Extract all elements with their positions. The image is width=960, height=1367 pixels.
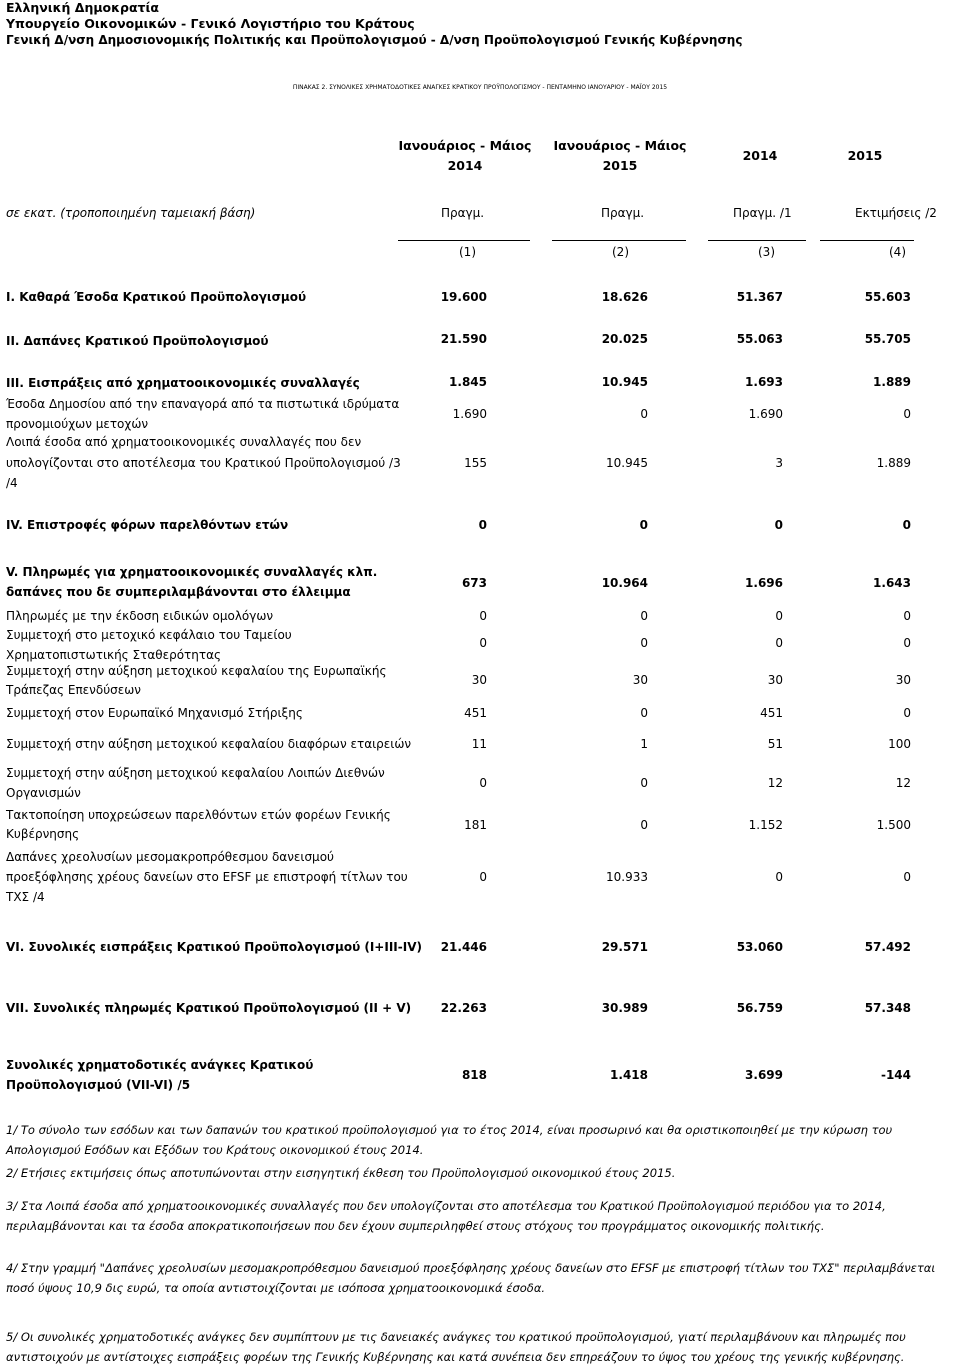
footnote: 3/ Στα Λοιπά έσοδα από χρηματοοικονομικές συναλλαγές που δεν υπολογίζονται στο αποτέλεσμα του Κρατικού Προϋπολογισμού περιόδου για το 2014, <box>6 1199 886 1213</box>
cell: 10.964 <box>601 576 648 590</box>
cell: 12 <box>895 776 911 790</box>
cell: 0 <box>774 518 783 532</box>
table-title: ΠΙΝΑΚΑΣ 2. ΣΥΝΟΛΙΚΕΣ ΧΡΗΜΑΤΟΔΟΤΙΚΕΣ ΑΝΑΓΚΕΣ ΚΡΑΤΙΚΟΥ ΠΡΟΫΠΟΛΟΓΙΣΜΟΥ - ΠΕΝΤΑΜΗΝΟ ΙΑΝΟΥΑΡΙΟΥ - ΜΑΪΟΥ 2015 <box>292 84 668 91</box>
row-label: IV. Επιστροφές φόρων παρελθόντων ετών <box>6 518 289 532</box>
cell: 818 <box>461 1068 487 1082</box>
cell: 56.759 <box>736 1001 783 1015</box>
cell: 51.367 <box>736 290 783 304</box>
row-label: Πληρωμές με την έκδοση ειδικών ομολόγων <box>6 609 274 623</box>
cell: 155 <box>464 456 487 470</box>
cell: 11 <box>471 737 487 751</box>
footnote: 5/ Οι συνολικές χρηματοδοτικές ανάγκες δεν συμπίπτουν με τις δανειακές ανάγκες του κρατικού προϋπολογισμού, γιατί περιλαμβάνουν και πληρωμές που <box>6 1330 906 1344</box>
cell: 0 <box>902 518 911 532</box>
cell: 0 <box>479 636 487 650</box>
unit-label: σε εκατ. (τροποποιημένη ταμειακή βάση) <box>6 206 256 220</box>
cell: 0 <box>640 776 648 790</box>
col3-type: Πραγμ. /1 <box>733 206 792 220</box>
cell: 10.945 <box>601 375 648 389</box>
cell: 181 <box>464 818 487 832</box>
cell: 51 <box>767 737 783 751</box>
row-label: Συμμετοχή στον Ευρωπαϊκό Μηχανισμό Στήριξης <box>6 706 303 720</box>
cell: 0 <box>775 609 783 623</box>
col4-rule <box>820 240 914 241</box>
cell: 0 <box>775 870 783 884</box>
row-label: υπολογίζονται στο αποτέλεσμα του Κρατικού Προϋπολογισμού /3 <box>6 456 401 470</box>
row-label: Ι. Καθαρά Έσοδα Κρατικού Προϋπολογισμού <box>6 290 307 304</box>
col1-number: (1) <box>459 245 476 259</box>
cell: 21.446 <box>440 940 487 954</box>
col1-header-line2: 2014 <box>447 158 483 173</box>
cell: 10.945 <box>606 456 648 470</box>
col1-header-line1: Ιανουάριος - Μάιος <box>398 138 532 153</box>
row-label: /4 <box>6 476 18 490</box>
cell: 12 <box>767 776 783 790</box>
cell: 1.690 <box>748 407 783 421</box>
row-label: δαπάνες που δε συμπεριλαμβάνονται στο έλλειμμα <box>6 585 351 599</box>
cell: 0 <box>479 609 487 623</box>
cell: 20.025 <box>601 332 648 346</box>
cell: 1.889 <box>873 375 911 389</box>
row-label: Τράπεζας Επενδύσεων <box>6 683 141 697</box>
header-line-1: Ελληνική Δημοκρατία <box>6 0 159 15</box>
cell: 30 <box>471 673 487 687</box>
cell: 1 <box>640 737 648 751</box>
cell: 1.845 <box>449 375 487 389</box>
cell: 0 <box>640 407 648 421</box>
cell: 0 <box>903 870 911 884</box>
cell: 0 <box>640 609 648 623</box>
cell: 0 <box>479 870 487 884</box>
footnote: 4/ Στην γραμμή "Δαπάνες χρεολυσίων μεσομακροπρόθεσμου δανεισμού προεξόφλησης χρέους δανείων στο EFSF με επιστροφή τίτλων του ΤΧΣ" περιλαμβάνεται <box>6 1261 936 1275</box>
cell: 0 <box>640 818 648 832</box>
cell: 0 <box>775 636 783 650</box>
col2-type: Πραγμ. <box>601 206 645 220</box>
footnote: 1/ Το σύνολο των εσόδων και των δαπανών του κρατικού προϋπολογισμού για το έτος 2014, είναι προσωρινό και θα οριστικοποιηθεί με την κύρωση του <box>6 1123 893 1137</box>
row-label: Λοιπά έσοδα από χρηματοοικονομικές συναλλαγές που δεν <box>6 435 362 449</box>
cell: 0 <box>640 636 648 650</box>
cell: 673 <box>461 576 487 590</box>
col1-type: Πραγμ. <box>441 206 485 220</box>
footnote: αντιστοιχούν με αντίστοιχες εισπράξεις φορέων της Γενικής Κυβέρνησης και κατά συνέπεια δεν επηρεάζουν το ύψος του χρέους της γενικής κυβέρνησης. <box>6 1350 905 1364</box>
col2-rule <box>552 240 686 241</box>
row-label: Συμμετοχή στο μετοχικό κεφάλαιο του Ταμείου <box>6 628 292 642</box>
cell: 451 <box>760 706 783 720</box>
cell: 30 <box>767 673 783 687</box>
cell: 29.571 <box>601 940 648 954</box>
cell: 30 <box>895 673 911 687</box>
row-label: Προϋπολογισμού (VII-VI) /5 <box>6 1078 191 1092</box>
cell: 57.348 <box>864 1001 911 1015</box>
cell: -144 <box>880 1068 911 1082</box>
cell: 18.626 <box>601 290 648 304</box>
col2-header-line1: Ιανουάριος - Μάιος <box>553 138 687 153</box>
cell: 10.933 <box>606 870 648 884</box>
col4-number: (4) <box>889 245 906 259</box>
cell: 21.590 <box>440 332 487 346</box>
cell: 0 <box>903 407 911 421</box>
cell: 1.696 <box>745 576 783 590</box>
cell: 53.060 <box>736 940 783 954</box>
cell: 19.600 <box>440 290 487 304</box>
cell: 1.643 <box>873 576 911 590</box>
cell: 0 <box>479 776 487 790</box>
row-label: ΙΙΙ. Εισπράξεις από χρηματοοικονομικές συναλλαγές <box>6 376 360 390</box>
cell: 0 <box>478 518 487 532</box>
col2-number: (2) <box>612 245 629 259</box>
cell: 1.418 <box>610 1068 648 1082</box>
row-label: Χρηματοπιστωτικής Σταθερότητας <box>6 648 222 662</box>
row-label: ΙΙ. Δαπάνες Κρατικού Προϋπολογισμού <box>6 334 269 348</box>
row-label: Οργανισμών <box>6 786 81 800</box>
row-label: προνομιούχων μετοχών <box>6 417 149 431</box>
cell: 1.690 <box>452 407 487 421</box>
cell: 3.699 <box>745 1068 783 1082</box>
col3-header: 2014 <box>742 148 778 163</box>
cell: 3 <box>775 456 783 470</box>
row-label: προεξόφλησης χρέους δανείων στο EFSF με επιστροφή τίτλων του <box>6 870 408 884</box>
row-label: Συνολικές χρηματοδοτικές ανάγκες Κρατικού <box>6 1058 314 1072</box>
cell: 100 <box>888 737 911 751</box>
row-label: Έσοδα Δημοσίου από την επαναγορά από τα πιστωτικά ιδρύματα <box>6 397 400 411</box>
col1-rule <box>398 240 530 241</box>
header-line-2: Υπουργείο Οικονομικών - Γενικό Λογιστήριο του Κράτους <box>6 16 415 31</box>
cell: 451 <box>464 706 487 720</box>
row-label: Συμμετοχή στην αύξηση μετοχικού κεφαλαίου Λοιπών Διεθνών <box>6 766 385 780</box>
col3-rule <box>708 240 806 241</box>
row-label: ΤΧΣ /4 <box>6 890 45 904</box>
cell: 1.889 <box>876 456 911 470</box>
col2-header-line2: 2015 <box>602 158 638 173</box>
cell: 0 <box>639 518 648 532</box>
footnote: 2/ Ετήσιες εκτιμήσεις όπως αποτυπώνονται στην εισηγητική έκθεση του Προϋπολογισμού οικονομικού έτους 2015. <box>6 1166 676 1180</box>
cell: 0 <box>640 706 648 720</box>
footnote: ποσό ύψους 10,9 δις ευρώ, τα οποία αντιστοιχίζονται με ισόποσα χρηματοοικονομικά έσοδα. <box>6 1281 546 1295</box>
row-label: Κυβέρνησης <box>6 827 80 841</box>
cell: 0 <box>903 706 911 720</box>
cell: 55.705 <box>864 332 911 346</box>
cell: 1.152 <box>748 818 783 832</box>
row-label: VII. Συνολικές πληρωμές Κρατικού Προϋπολογισμού (II + V) <box>6 1001 412 1015</box>
row-label: VI. Συνολικές εισπράξεις Κρατικού Προϋπολογισμού (I+III-IV) <box>6 940 422 954</box>
row-label: V. Πληρωμές για χρηματοοικονομικές συναλλαγές κλπ. <box>6 565 378 579</box>
cell: 1.500 <box>876 818 911 832</box>
cell: 30 <box>632 673 648 687</box>
col4-header: 2015 <box>847 148 883 163</box>
cell: 57.492 <box>864 940 911 954</box>
col3-number: (3) <box>758 245 775 259</box>
row-label: Συμμετοχή στην αύξηση μετοχικού κεφαλαίου της Ευρωπαϊκής <box>6 664 387 678</box>
cell: 55.063 <box>736 332 783 346</box>
footnote: Απολογισμού Εσόδων και Εξόδων του Κράτους οικονομικού έτους 2014. <box>6 1143 424 1157</box>
row-label: Τακτοποίηση υποχρεώσεων παρελθόντων ετών φορέων Γενικής <box>6 808 391 822</box>
header-line-3: Γενική Δ/νση Δημοσιονομικής Πολιτικής και Προϋπολογισμού - Δ/νση Προϋπολογισμού Γενικής Κυβέρνησης <box>6 33 743 47</box>
cell: 22.263 <box>440 1001 487 1015</box>
row-label: Συμμετοχή στην αύξηση μετοχικού κεφαλαίου διαφόρων εταιρειών <box>6 737 412 751</box>
footnote: περιλαμβάνονται και τα έσοδα αποκρατικοποιήσεων που δεν έχουν συμπεριληφθεί στους στόχους του προγράμματος οικονομικής πολιτικής. <box>6 1219 825 1233</box>
col4-type: Εκτιμήσεις /2 <box>855 206 937 220</box>
cell: 55.603 <box>864 290 911 304</box>
cell: 0 <box>903 636 911 650</box>
cell: 1.693 <box>745 375 783 389</box>
row-label: Δαπάνες χρεολυσίων μεσομακροπρόθεσμου δανεισμού <box>6 850 334 864</box>
cell: 30.989 <box>601 1001 648 1015</box>
cell: 0 <box>903 609 911 623</box>
